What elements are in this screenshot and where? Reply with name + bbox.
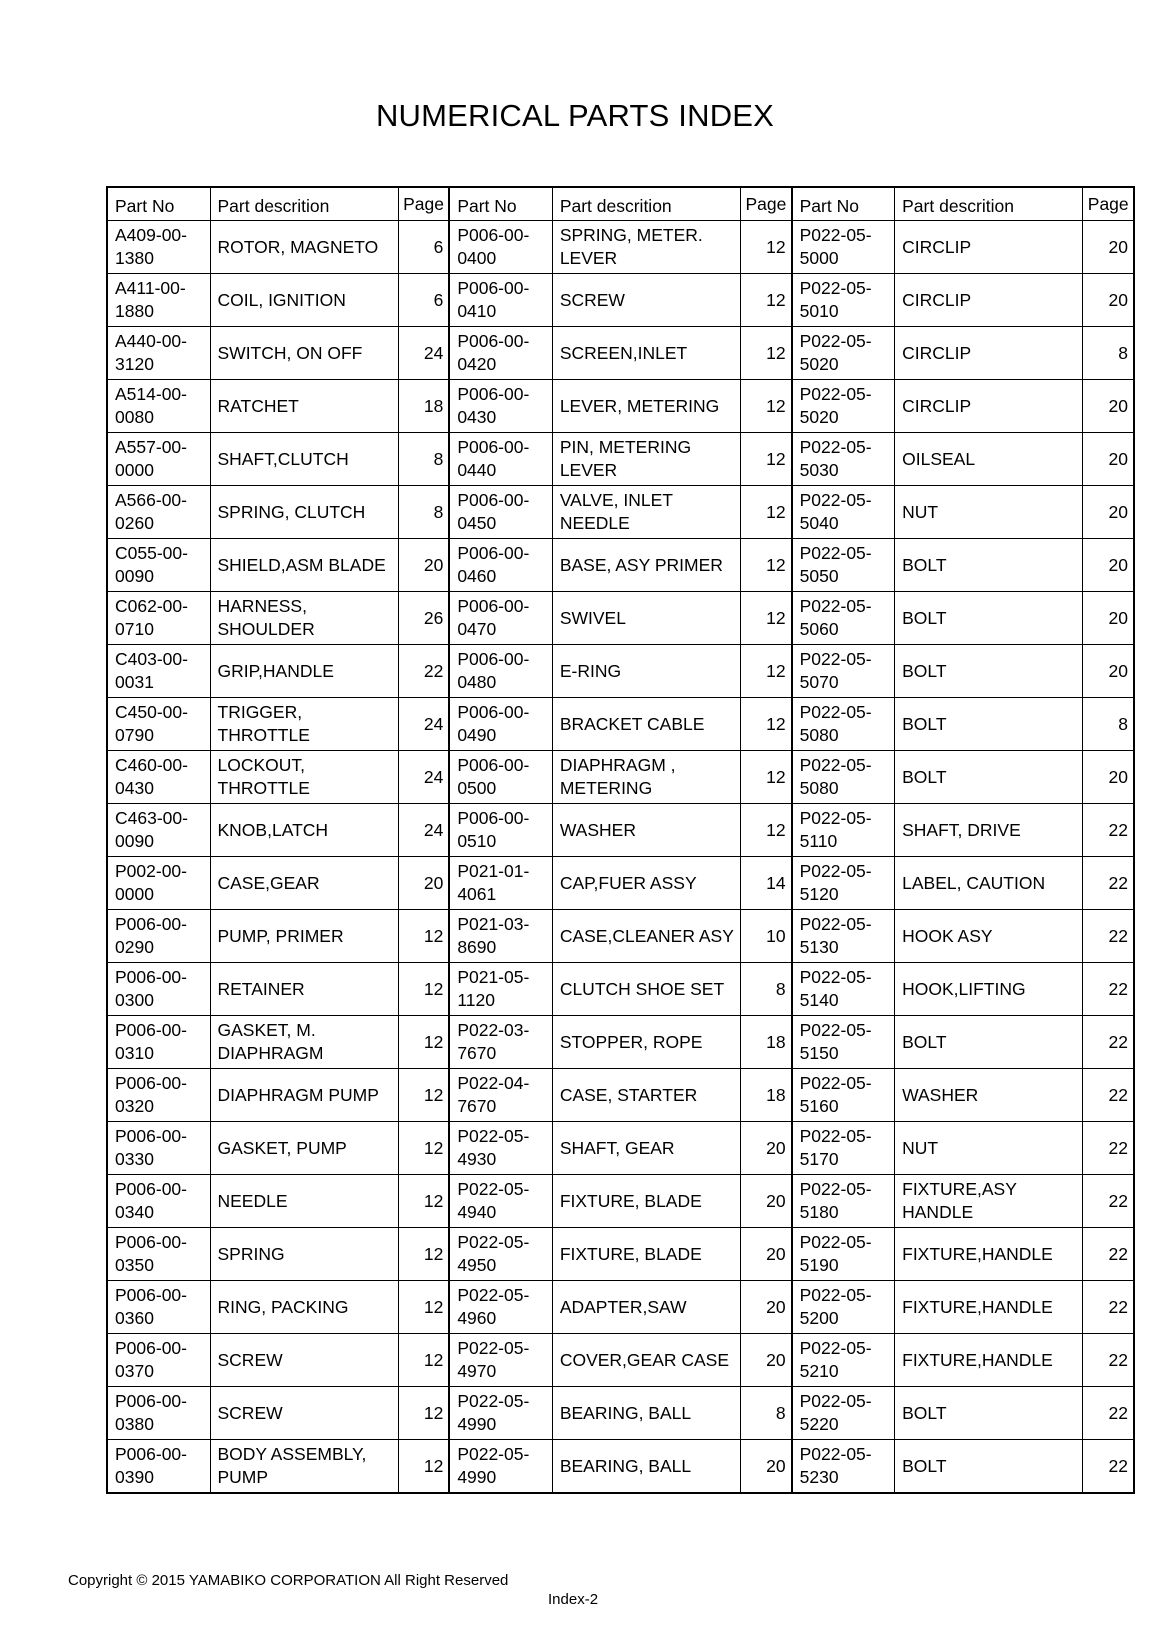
part-number: P022-05- 5220 [792, 1387, 895, 1440]
part-description: SPRING, CLUTCH [210, 486, 398, 539]
part-number: P022-05- 4990 [449, 1387, 552, 1440]
part-description: BOLT [895, 1016, 1083, 1069]
page-ref: 24 [398, 698, 449, 751]
part-number: P022-05- 4990 [449, 1440, 552, 1494]
part-description: SPRING [210, 1228, 398, 1281]
page-ref: 26 [398, 592, 449, 645]
part-number: P022-05- 5160 [792, 1069, 895, 1122]
part-number: P022-05- 5170 [792, 1122, 895, 1175]
table-row [107, 539, 1134, 592]
table-row [107, 1016, 1134, 1069]
page-number: Index-2 [548, 1591, 599, 1608]
part-description: BOLT [895, 751, 1083, 804]
part-number: P022-05- 5130 [792, 910, 895, 963]
part-description: FIXTURE, BLADE [552, 1175, 740, 1228]
table-row [107, 751, 1134, 804]
part-description: CIRCLIP [895, 327, 1083, 380]
part-description: LEVER, METERING [552, 380, 740, 433]
table-row [107, 221, 1134, 274]
part-description: RETAINER [210, 963, 398, 1016]
page-ref: 12 [741, 804, 792, 857]
part-description: FIXTURE,HANDLE [895, 1281, 1083, 1334]
part-description: RATCHET [210, 380, 398, 433]
part-description: SHAFT, GEAR [552, 1122, 740, 1175]
page-ref: 12 [741, 433, 792, 486]
page-ref: 22 [1083, 1016, 1134, 1069]
header-part-description: Part descrition [552, 187, 740, 221]
part-description: TRIGGER, THROTTLE [210, 698, 398, 751]
part-number: P022-05- 5150 [792, 1016, 895, 1069]
page-ref: 12 [741, 645, 792, 698]
part-description: SHAFT,CLUTCH [210, 433, 398, 486]
part-description: ADAPTER,SAW [552, 1281, 740, 1334]
page-ref: 6 [398, 221, 449, 274]
page-ref: 20 [741, 1281, 792, 1334]
page-ref: 18 [398, 380, 449, 433]
part-description: WASHER [895, 1069, 1083, 1122]
table-row [107, 1387, 1134, 1440]
part-number: P022-05- 5010 [792, 274, 895, 327]
table-row [107, 1228, 1134, 1281]
part-number: C460-00- 0430 [107, 751, 210, 804]
part-number: P006-00- 0480 [449, 645, 552, 698]
part-number: C450-00- 0790 [107, 698, 210, 751]
part-description: FIXTURE,HANDLE [895, 1228, 1083, 1281]
part-number: C062-00- 0710 [107, 592, 210, 645]
part-description: BEARING, BALL [552, 1387, 740, 1440]
page-ref: 20 [741, 1122, 792, 1175]
part-description: PIN, METERING LEVER [552, 433, 740, 486]
page-ref: 20 [1083, 751, 1134, 804]
page-ref: 6 [398, 274, 449, 327]
page-ref: 22 [1083, 1175, 1134, 1228]
part-description: VALVE, INLET NEEDLE [552, 486, 740, 539]
part-number: P006-00- 0400 [449, 221, 552, 274]
part-number: P022-05- 5110 [792, 804, 895, 857]
part-description: BOLT [895, 698, 1083, 751]
part-number: C403-00- 0031 [107, 645, 210, 698]
part-number: P022-05- 5180 [792, 1175, 895, 1228]
part-description: SCREEN,INLET [552, 327, 740, 380]
page-ref: 18 [741, 1016, 792, 1069]
part-number: P022-05- 4970 [449, 1334, 552, 1387]
page-ref: 12 [398, 1334, 449, 1387]
part-description: CIRCLIP [895, 380, 1083, 433]
page-ref: 12 [741, 274, 792, 327]
page-ref: 8 [741, 963, 792, 1016]
page-ref: 20 [1083, 486, 1134, 539]
part-description: NUT [895, 486, 1083, 539]
page-ref: 22 [1083, 1281, 1134, 1334]
part-number: P006-00- 0500 [449, 751, 552, 804]
part-description: SHAFT, DRIVE [895, 804, 1083, 857]
part-description: SCREW [210, 1387, 398, 1440]
part-description: COIL, IGNITION [210, 274, 398, 327]
page-ref: 20 [1083, 592, 1134, 645]
part-description: BEARING, BALL [552, 1440, 740, 1494]
page-ref: 20 [741, 1440, 792, 1494]
part-number: P022-04- 7670 [449, 1069, 552, 1122]
part-number: P022-05- 5040 [792, 486, 895, 539]
header-page: Page [1083, 187, 1134, 221]
part-number: P022-05- 5200 [792, 1281, 895, 1334]
part-description: FIXTURE, BLADE [552, 1228, 740, 1281]
page-ref: 22 [1083, 1228, 1134, 1281]
part-number: P002-00- 0000 [107, 857, 210, 910]
table-row [107, 274, 1134, 327]
part-number: A514-00- 0080 [107, 380, 210, 433]
table-row [107, 327, 1134, 380]
page-ref: 22 [1083, 1069, 1134, 1122]
table-row [107, 380, 1134, 433]
header-page: Page [741, 187, 792, 221]
part-description: LABEL, CAUTION [895, 857, 1083, 910]
part-number: P022-05- 5210 [792, 1334, 895, 1387]
part-number: P006-00- 0470 [449, 592, 552, 645]
part-number: P006-00- 0450 [449, 486, 552, 539]
page-ref: 8 [741, 1387, 792, 1440]
page-ref: 8 [1083, 327, 1134, 380]
part-number: A409-00- 1380 [107, 221, 210, 274]
page-ref: 24 [398, 751, 449, 804]
page-ref: 12 [398, 1069, 449, 1122]
page-ref: 22 [1083, 1122, 1134, 1175]
page-ref: 12 [741, 539, 792, 592]
table-row [107, 1440, 1134, 1494]
part-number: P022-05- 5120 [792, 857, 895, 910]
part-number: P006-00- 0320 [107, 1069, 210, 1122]
page-ref: 20 [741, 1334, 792, 1387]
page-ref: 20 [1083, 433, 1134, 486]
page-ref: 12 [398, 1016, 449, 1069]
page-ref: 20 [398, 857, 449, 910]
part-description: HOOK ASY [895, 910, 1083, 963]
part-number: P022-05- 5030 [792, 433, 895, 486]
page-ref: 12 [741, 751, 792, 804]
part-description: SHIELD,ASM BLADE [210, 539, 398, 592]
part-description: CLUTCH SHOE SET [552, 963, 740, 1016]
part-number: P006-00- 0390 [107, 1440, 210, 1494]
part-description: LOCKOUT, THROTTLE [210, 751, 398, 804]
part-description: CIRCLIP [895, 221, 1083, 274]
page-ref: 20 [1083, 380, 1134, 433]
page-ref: 22 [1083, 910, 1134, 963]
part-description: WASHER [552, 804, 740, 857]
part-number: P022-05- 5050 [792, 539, 895, 592]
page-ref: 12 [398, 1175, 449, 1228]
page-ref: 20 [1083, 539, 1134, 592]
part-number: P021-05- 1120 [449, 963, 552, 1016]
part-description: KNOB,LATCH [210, 804, 398, 857]
part-number: P022-05- 4930 [449, 1122, 552, 1175]
table-row [107, 1334, 1134, 1387]
part-number: P006-00- 0490 [449, 698, 552, 751]
part-number: P006-00- 0340 [107, 1175, 210, 1228]
table-body [107, 221, 1134, 1494]
page-ref: 12 [398, 1387, 449, 1440]
page-ref: 20 [398, 539, 449, 592]
part-number: P022-05- 4940 [449, 1175, 552, 1228]
part-description: BOLT [895, 645, 1083, 698]
part-description: HARNESS, SHOULDER [210, 592, 398, 645]
part-description: SWITCH, ON OFF [210, 327, 398, 380]
table-row [107, 1122, 1134, 1175]
table-row [107, 1281, 1134, 1334]
part-number: P006-00- 0440 [449, 433, 552, 486]
part-description: BOLT [895, 539, 1083, 592]
part-number: P006-00- 0430 [449, 380, 552, 433]
page-ref: 12 [741, 221, 792, 274]
part-number: P006-00- 0300 [107, 963, 210, 1016]
part-number: C463-00- 0090 [107, 804, 210, 857]
page-ref: 12 [741, 486, 792, 539]
part-description: BOLT [895, 1440, 1083, 1494]
page-ref: 24 [398, 327, 449, 380]
page-ref: 20 [1083, 645, 1134, 698]
part-number: P006-00- 0350 [107, 1228, 210, 1281]
part-number: P006-00- 0410 [449, 274, 552, 327]
part-number: P022-05- 5070 [792, 645, 895, 698]
part-number: P022-05- 5080 [792, 751, 895, 804]
page-ref: 20 [741, 1175, 792, 1228]
part-number: P022-05- 5060 [792, 592, 895, 645]
part-number: P022-05- 5230 [792, 1440, 895, 1494]
part-description: BASE, ASY PRIMER [552, 539, 740, 592]
page-ref: 22 [1083, 1387, 1134, 1440]
page-ref: 22 [398, 645, 449, 698]
table-row [107, 433, 1134, 486]
part-description: CASE, STARTER [552, 1069, 740, 1122]
page-ref: 8 [1083, 698, 1134, 751]
part-number: P006-00- 0510 [449, 804, 552, 857]
part-number: P006-00- 0360 [107, 1281, 210, 1334]
page-ref: 22 [1083, 804, 1134, 857]
header-part-no: Part No [449, 187, 552, 221]
part-description: PUMP, PRIMER [210, 910, 398, 963]
part-description: BOLT [895, 592, 1083, 645]
part-description: SPRING, METER. LEVER [552, 221, 740, 274]
table-row [107, 486, 1134, 539]
part-number: P006-00- 0290 [107, 910, 210, 963]
page-ref: 12 [398, 910, 449, 963]
part-number: P022-05- 5140 [792, 963, 895, 1016]
page-ref: 22 [1083, 1334, 1134, 1387]
table-row [107, 1175, 1134, 1228]
table-row [107, 698, 1134, 751]
part-number: C055-00- 0090 [107, 539, 210, 592]
part-number: P022-05- 5020 [792, 380, 895, 433]
part-description: BODY ASSEMBLY, PUMP [210, 1440, 398, 1494]
part-number: A411-00- 1880 [107, 274, 210, 327]
table-row [107, 804, 1134, 857]
part-description: STOPPER, ROPE [552, 1016, 740, 1069]
page-ref: 12 [398, 1440, 449, 1494]
part-description: BOLT [895, 1387, 1083, 1440]
part-description: SCREW [552, 274, 740, 327]
page-ref: 12 [741, 592, 792, 645]
part-number: P006-00- 0380 [107, 1387, 210, 1440]
part-number: P006-00- 0330 [107, 1122, 210, 1175]
page-ref: 12 [398, 963, 449, 1016]
table-row [107, 1069, 1134, 1122]
page-ref: 22 [1083, 963, 1134, 1016]
part-description: GASKET, PUMP [210, 1122, 398, 1175]
part-number: P022-05- 4950 [449, 1228, 552, 1281]
part-number: P021-01- 4061 [449, 857, 552, 910]
page-ref: 12 [741, 380, 792, 433]
header-part-no: Part No [792, 187, 895, 221]
part-description: RING, PACKING [210, 1281, 398, 1334]
part-number: P022-03- 7670 [449, 1016, 552, 1069]
part-number: P022-05- 5000 [792, 221, 895, 274]
page-ref: 10 [741, 910, 792, 963]
part-description: CASE,GEAR [210, 857, 398, 910]
part-number: A440-00- 3120 [107, 327, 210, 380]
part-description: E-RING [552, 645, 740, 698]
part-description: OILSEAL [895, 433, 1083, 486]
part-description: NEEDLE [210, 1175, 398, 1228]
page-ref: 8 [398, 486, 449, 539]
table-row [107, 963, 1134, 1016]
page-ref: 14 [741, 857, 792, 910]
page-ref: 12 [741, 327, 792, 380]
header-part-description: Part descrition [895, 187, 1083, 221]
part-description: SCREW [210, 1334, 398, 1387]
page-ref: 18 [741, 1069, 792, 1122]
page-ref: 12 [398, 1281, 449, 1334]
part-description: HOOK,LIFTING [895, 963, 1083, 1016]
part-number: P006-00- 0460 [449, 539, 552, 592]
page-ref: 20 [741, 1228, 792, 1281]
part-description: CIRCLIP [895, 274, 1083, 327]
part-description: BRACKET CABLE [552, 698, 740, 751]
part-number: A566-00- 0260 [107, 486, 210, 539]
part-number: P022-05- 5080 [792, 698, 895, 751]
table-row [107, 857, 1134, 910]
part-number: P006-00- 0420 [449, 327, 552, 380]
part-description: CASE,CLEANER ASY [552, 910, 740, 963]
table-row [107, 592, 1134, 645]
page-ref: 20 [1083, 274, 1134, 327]
part-description: DIAPHRAGM PUMP [210, 1069, 398, 1122]
page-title: NUMERICAL PARTS INDEX [375, 98, 775, 133]
part-description: CAP,FUER ASSY [552, 857, 740, 910]
part-description: GRIP,HANDLE [210, 645, 398, 698]
page-ref: 12 [741, 698, 792, 751]
part-number: A557-00- 0000 [107, 433, 210, 486]
part-number: P006-00- 0310 [107, 1016, 210, 1069]
part-number: P022-05- 5190 [792, 1228, 895, 1281]
table-row [107, 645, 1134, 698]
part-description: FIXTURE,ASY HANDLE [895, 1175, 1083, 1228]
table-row [107, 910, 1134, 963]
part-description: COVER,GEAR CASE [552, 1334, 740, 1387]
page-ref: 22 [1083, 857, 1134, 910]
copyright-notice: Copyright © 2015 YAMABIKO CORPORATION All Right Reserved [68, 1572, 509, 1589]
header-page: Page [398, 187, 449, 221]
page-ref: 24 [398, 804, 449, 857]
page-ref: 12 [398, 1122, 449, 1175]
page-ref: 12 [398, 1228, 449, 1281]
part-number: P021-03- 8690 [449, 910, 552, 963]
header-part-no: Part No [107, 187, 210, 221]
part-description: GASKET, M. DIAPHRAGM [210, 1016, 398, 1069]
parts-index-table [106, 186, 1135, 1494]
part-number: P022-05- 4960 [449, 1281, 552, 1334]
table-header-row [107, 187, 1134, 221]
part-description: NUT [895, 1122, 1083, 1175]
part-description: DIAPHRAGM , METERING [552, 751, 740, 804]
part-description: SWIVEL [552, 592, 740, 645]
part-description: ROTOR, MAGNETO [210, 221, 398, 274]
page-ref: 8 [398, 433, 449, 486]
part-number: P006-00- 0370 [107, 1334, 210, 1387]
part-description: FIXTURE,HANDLE [895, 1334, 1083, 1387]
page-ref: 20 [1083, 221, 1134, 274]
page-ref: 22 [1083, 1440, 1134, 1494]
header-part-description: Part descrition [210, 187, 398, 221]
part-number: P022-05- 5020 [792, 327, 895, 380]
